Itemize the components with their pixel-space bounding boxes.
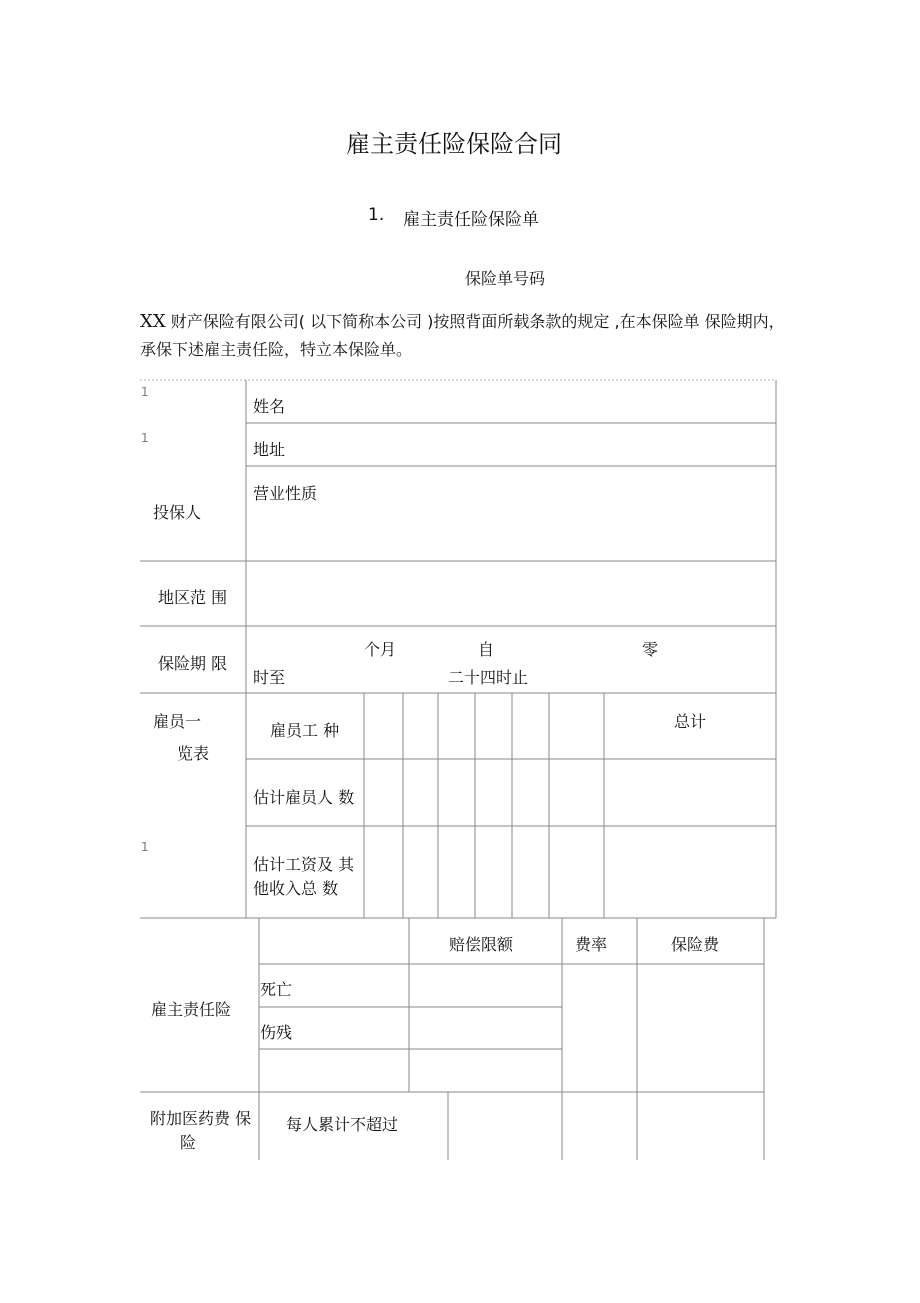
wages-label-1: 估计工资及 其 [253, 855, 355, 874]
death-label: 死亡 [260, 980, 293, 999]
wages-label-2: 他收入总 数 [253, 879, 339, 898]
headcount-label: 估计雇员人 数 [253, 788, 355, 807]
col-limit-header: 赔偿限额 [449, 935, 514, 954]
disability-label: 伤残 [260, 1023, 293, 1042]
company-prefix: XX [140, 311, 166, 332]
job-type-label: 雇员工 种 [270, 721, 340, 740]
region-label: 地区范 围 [158, 588, 228, 607]
period-from: 自 [478, 640, 495, 659]
margin-mark: 1 [141, 431, 149, 445]
medical-label-2: 险 [180, 1133, 197, 1152]
name-label: 姓名 [253, 397, 286, 416]
per-person-label: 每人累计不超过 [286, 1115, 399, 1134]
period-until: 时至 [253, 668, 286, 687]
total-label: 总计 [674, 712, 707, 731]
business-nature-label: 营业性质 [253, 484, 318, 503]
period-label: 保险期 限 [158, 654, 228, 673]
period-end: 二十四时止 [448, 668, 529, 687]
col-rate-header: 费率 [575, 935, 608, 954]
period-months: 个月 [364, 640, 397, 659]
intro-line-2: 承保下述雇主责任险，特立本保险单。 [140, 340, 413, 359]
roster-label-2: 览表 [177, 744, 210, 763]
policy-number-label: 保险单号码 [465, 269, 546, 288]
col-premium-header: 保险费 [671, 935, 720, 954]
section-title: 雇主责任险保险单 [403, 210, 539, 230]
margin-mark: 1 [141, 385, 149, 399]
period-zero: 零 [642, 640, 659, 659]
address-label: 地址 [253, 440, 286, 459]
roster-label-1: 雇员一 [153, 712, 202, 731]
document-title: 雇主责任险保险合同 [346, 130, 562, 158]
section-number: 1. [368, 205, 385, 225]
liability-label: 雇主责任险 [151, 1000, 232, 1019]
intro-line-1: 财产保险有限公司( 以下简称本公司 )按照背面所载条款的规定 ,在本保险单 保险期内， [170, 312, 785, 331]
applicant-label: 投保人 [153, 503, 202, 522]
medical-label-1: 附加医药费 保 [150, 1109, 252, 1128]
margin-mark: 1 [141, 840, 149, 854]
